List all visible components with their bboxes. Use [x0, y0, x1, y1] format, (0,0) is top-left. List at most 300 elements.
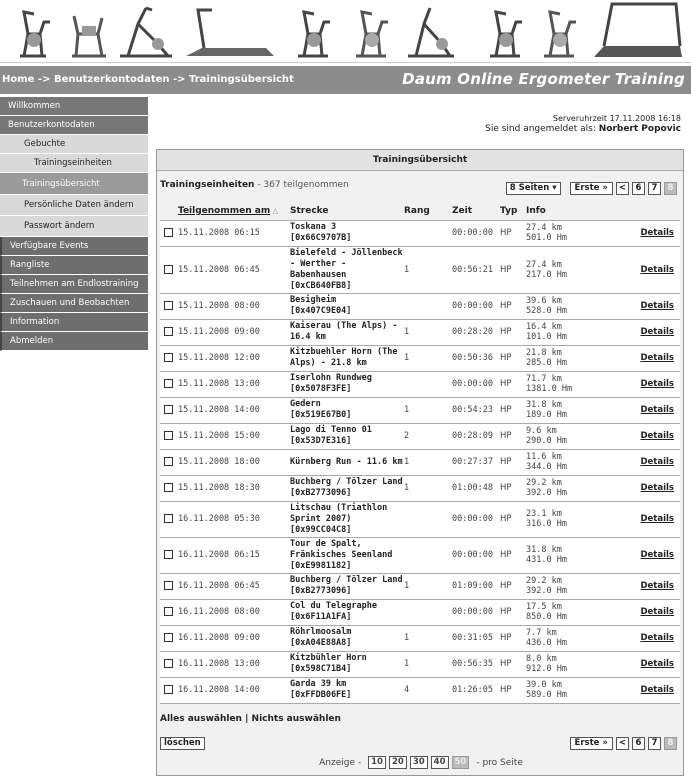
breadcrumb-home[interactable]: Home	[2, 74, 35, 85]
sort-asc-icon: △	[270, 206, 279, 215]
details-link[interactable]: Details	[622, 293, 680, 319]
page-button-6[interactable]: 6	[632, 182, 645, 195]
row-time: 01:00:48	[452, 475, 500, 501]
row-distance: 17.5 km	[526, 602, 562, 612]
row-time: 00:27:37	[452, 449, 500, 475]
row-info	[526, 345, 622, 371]
sidebar-item-persoenliche-daten[interactable]: Persönliche Daten ändern	[0, 195, 148, 216]
row-type: HP	[500, 371, 526, 397]
row-info	[526, 651, 622, 677]
row-route	[290, 246, 404, 293]
row-info	[526, 371, 622, 397]
row-elevation: 217.0 Hm	[526, 269, 567, 280]
row-date: 16.11.2008 13:00	[178, 651, 290, 677]
summary-count: - 367 teilgenommen	[254, 180, 349, 190]
row-date: 15.11.2008 15:00	[178, 423, 290, 449]
row-time: 00:00:00	[452, 371, 500, 397]
row-time: 00:50:36	[452, 345, 500, 371]
row-route	[290, 625, 404, 651]
treadmill-image	[590, 0, 686, 60]
per-page-40[interactable]: 40	[431, 756, 449, 769]
training-table	[160, 202, 680, 704]
row-select-cell	[160, 319, 178, 345]
row-date: 15.11.2008 06:15	[178, 220, 290, 246]
row-rank: 1	[404, 625, 452, 651]
row-select-cell	[160, 397, 178, 423]
details-link[interactable]: Details	[622, 397, 680, 423]
row-select-cell	[160, 677, 178, 703]
route-code: [0x6F11A1FA]	[290, 612, 352, 622]
panel-title: Trainingsübersicht	[157, 150, 683, 171]
row-elevation: 589.0 Hm	[526, 690, 567, 700]
row-type: HP	[500, 293, 526, 319]
row-type: HP	[500, 246, 526, 293]
route-code: [0xA04E88A8]	[290, 638, 352, 648]
row-route	[290, 449, 404, 475]
table-row	[160, 423, 680, 449]
row-select-cell	[160, 475, 178, 501]
breadcrumb-current[interactable]: Trainingsübersicht	[189, 74, 294, 85]
summary	[160, 180, 349, 190]
route-code: [0xFFDB06FE]	[290, 690, 352, 700]
row-route	[290, 371, 404, 397]
row-time: 00:00:00	[452, 293, 500, 319]
per-page-10[interactable]: 10	[368, 756, 386, 769]
row-rank: 1	[404, 345, 452, 371]
row-distance: 29.2 km	[526, 478, 562, 488]
page-button-6[interactable]: 6	[632, 737, 645, 750]
row-distance: 29.2 km	[526, 576, 562, 586]
row-distance: 11.6 km	[526, 452, 562, 462]
row-info	[526, 677, 622, 703]
row-time: 00:00:00	[452, 599, 500, 625]
pager-bottom	[570, 737, 677, 750]
sidebar-item-endlostraining[interactable]: Teilnehmen am Endlostraining	[0, 275, 148, 294]
route-name: Kitzbuehler Horn (The Alps) - 21.8 km	[290, 347, 398, 368]
sidebar-item-abmelden[interactable]: Abmelden	[0, 332, 148, 351]
row-select-cell	[160, 599, 178, 625]
row-type: HP	[500, 625, 526, 651]
row-type: HP	[500, 537, 526, 573]
per-page-tail: - pro Seite	[476, 757, 523, 768]
row-route	[290, 501, 404, 537]
row-distance: 8.0 km	[526, 654, 557, 664]
row-elevation: 285.0 Hm	[526, 358, 567, 368]
server-time: Serveruhrzeit 17.11.2008 16:18	[552, 114, 681, 123]
per-page-label: Anzeige -	[319, 757, 362, 768]
sidebar-item-passwort[interactable]: Passwort ändern	[0, 216, 148, 237]
details-link[interactable]: Details	[622, 475, 680, 501]
table-row	[160, 651, 680, 677]
row-elevation: 850.0 Hm	[526, 612, 567, 622]
row-elevation: 501.0 Hm	[526, 233, 567, 243]
row-checkbox[interactable]	[164, 514, 173, 523]
table-row	[160, 625, 680, 651]
row-checkbox[interactable]	[164, 659, 173, 668]
row-distance: 21.8 km	[526, 348, 562, 358]
sidebar	[0, 97, 148, 351]
row-elevation: 392.0 Hm	[526, 586, 567, 596]
row-checkbox[interactable]	[164, 607, 173, 616]
table-row	[160, 397, 680, 423]
row-route	[290, 599, 404, 625]
row-checkbox[interactable]	[164, 327, 173, 336]
ergometer-bike-image	[292, 4, 334, 59]
summary-label: Trainingseinheiten	[160, 180, 255, 190]
route-code: [0x5078F3FE]	[290, 384, 352, 394]
route-name: Buchberg / Tölzer Land	[290, 477, 403, 487]
row-info	[526, 293, 622, 319]
row-distance: 27.4 km	[526, 223, 562, 233]
pager-top	[506, 182, 677, 195]
row-date: 15.11.2008 08:00	[178, 293, 290, 319]
row-date: 15.11.2008 14:00	[178, 397, 290, 423]
header-type[interactable]: Typ	[500, 202, 526, 220]
table-row	[160, 220, 680, 246]
row-select-cell	[160, 501, 178, 537]
row-select-cell	[160, 220, 178, 246]
row-rank: 4	[404, 677, 452, 703]
row-elevation: 431.0 Hm	[526, 555, 567, 565]
row-date: 16.11.2008 06:45	[178, 573, 290, 599]
header-date[interactable]: Teilgenommen am △	[178, 202, 290, 220]
row-route	[290, 319, 404, 345]
details-link[interactable]: Details	[622, 625, 680, 651]
row-distance: 31.8 km	[526, 400, 562, 410]
row-time: 01:26:05	[452, 677, 500, 703]
page-button-7[interactable]: 7	[648, 737, 661, 750]
route-code: [0xB2773096]	[290, 586, 352, 596]
row-checkbox[interactable]	[164, 685, 173, 694]
row-info	[526, 220, 622, 246]
sidebar-item-benutzerkontodaten[interactable]: Benutzerkontodaten	[0, 116, 148, 135]
row-distance: 23.1 km	[526, 509, 562, 519]
row-type: HP	[500, 573, 526, 599]
table-row	[160, 371, 680, 397]
row-type: HP	[500, 599, 526, 625]
row-route	[290, 220, 404, 246]
row-distance: 31.8 km	[526, 545, 562, 555]
row-elevation: 912.0 Hm	[526, 664, 567, 674]
row-select-cell	[160, 345, 178, 371]
row-date: 15.11.2008 18:00	[178, 449, 290, 475]
row-select-cell	[160, 371, 178, 397]
row-elevation: 436.0 Hm	[526, 638, 567, 648]
per-page-50-current: 50	[452, 756, 470, 769]
route-code: [0xB2773096]	[290, 488, 352, 498]
details-link[interactable]: Details	[622, 345, 680, 371]
table-row	[160, 677, 680, 703]
route-code: [0x53D7E316]	[290, 436, 352, 446]
header-time[interactable]: Zeit	[452, 202, 500, 220]
row-select-cell	[160, 537, 178, 573]
crosstrainer-image	[406, 4, 456, 59]
row-checkbox[interactable]	[164, 353, 173, 362]
prev-page-button[interactable]: <	[616, 737, 629, 750]
row-rank	[404, 501, 452, 537]
row-time: 00:56:35	[452, 651, 500, 677]
route-name: Col du Telegraphe	[290, 601, 377, 611]
route-name: Tour de Spalt, Fränkisches Seenland	[290, 538, 393, 560]
row-route	[290, 345, 404, 371]
row-elevation: 101.0 Hm	[526, 332, 567, 342]
row-time: 00:56:21	[452, 246, 500, 293]
row-route	[290, 475, 404, 501]
details-link[interactable]: Details	[622, 599, 680, 625]
row-info	[526, 475, 622, 501]
first-page-button[interactable]: Erste »	[570, 182, 613, 195]
training-overview-panel	[156, 149, 684, 776]
sidebar-item-zuschauen[interactable]: Zuschauen und Beobachten	[0, 294, 148, 313]
table-row	[160, 573, 680, 599]
row-time: 00:31:05	[452, 625, 500, 651]
sidebar-item-information[interactable]: Information	[0, 313, 148, 332]
row-select-cell	[160, 449, 178, 475]
pages-select[interactable]: 8 Seiten ▾	[506, 182, 561, 195]
first-page-button[interactable]: Erste »	[570, 737, 613, 750]
app-title: Daum Online Ergometer Training	[402, 70, 685, 88]
table-row	[160, 599, 680, 625]
row-distance: 39.0 km	[526, 680, 562, 690]
row-type: HP	[500, 651, 526, 677]
row-checkbox[interactable]	[164, 301, 173, 310]
delete-button[interactable]: löschen	[160, 737, 205, 750]
row-date: 15.11.2008 18:30	[178, 475, 290, 501]
per-page-selector	[157, 756, 685, 769]
table-row	[160, 475, 680, 501]
details-link[interactable]: Details	[622, 537, 680, 573]
route-code: [0x99CC04C8]	[290, 524, 352, 535]
row-time: 00:00:00	[452, 501, 500, 537]
sidebar-item-gebuchte[interactable]: Gebuchte	[0, 135, 148, 154]
row-rank	[404, 220, 452, 246]
route-name: Kaiserau (The Alps) - 16.4 km	[290, 321, 398, 342]
route-name: Besigheim	[290, 295, 337, 305]
row-type: HP	[500, 423, 526, 449]
row-select-cell	[160, 246, 178, 293]
row-select-cell	[160, 573, 178, 599]
table-header-row	[160, 202, 680, 220]
route-name: Buchberg / Tölzer Land	[290, 575, 403, 585]
details-link[interactable]: Details	[622, 371, 680, 397]
row-checkbox[interactable]	[164, 633, 173, 642]
row-elevation: 1381.0 Hm	[526, 384, 573, 394]
sidebar-item-rangliste[interactable]: Rangliste	[0, 256, 148, 275]
header-banner	[0, 0, 691, 63]
table-row	[160, 319, 680, 345]
sidebar-item-trainingseinheiten[interactable]: Trainingseinheiten	[0, 154, 148, 173]
row-route	[290, 397, 404, 423]
header-route[interactable]: Strecke	[290, 202, 404, 220]
route-name: Litschau (Triathlon Sprint 2007)	[290, 502, 388, 524]
details-link[interactable]: Details	[622, 573, 680, 599]
details-link[interactable]: Details	[622, 220, 680, 246]
row-route	[290, 573, 404, 599]
ergometer-bike-image	[484, 4, 526, 59]
row-checkbox[interactable]	[164, 457, 173, 466]
row-info	[526, 537, 622, 573]
row-checkbox[interactable]	[164, 405, 173, 414]
breadcrumb	[2, 74, 294, 85]
row-rank	[404, 293, 452, 319]
route-code: [0x407C9E04]	[290, 306, 352, 316]
row-info	[526, 449, 622, 475]
details-link[interactable]: Details	[622, 449, 680, 475]
select-separator: |	[241, 714, 252, 724]
breadcrumb-separator: ->	[34, 74, 54, 85]
row-select-cell	[160, 423, 178, 449]
breadcrumb-account[interactable]: Benutzerkontodaten	[53, 74, 170, 85]
route-name: Kitzbühler Horn	[290, 653, 367, 663]
row-info	[526, 319, 622, 345]
row-rank: 1	[404, 449, 452, 475]
row-route	[290, 677, 404, 703]
details-link[interactable]: Details	[622, 319, 680, 345]
row-type: HP	[500, 319, 526, 345]
row-checkbox[interactable]	[164, 483, 173, 492]
row-rank: 1	[404, 651, 452, 677]
row-date: 15.11.2008 06:45	[178, 246, 290, 293]
ergometer-bike-image	[12, 4, 54, 59]
row-info	[526, 246, 622, 293]
row-route	[290, 537, 404, 573]
route-name: Lago di Tenno 01	[290, 425, 372, 435]
row-time: 00:00:00	[452, 220, 500, 246]
row-route	[290, 651, 404, 677]
table-body	[160, 220, 680, 703]
row-checkbox[interactable]	[164, 431, 173, 440]
row-date: 16.11.2008 09:00	[178, 625, 290, 651]
table-row	[160, 537, 680, 573]
row-distance: 71.7 km	[526, 374, 562, 384]
row-info	[526, 423, 622, 449]
sidebar-item-trainingsuebersicht[interactable]: Trainingsübersicht	[0, 173, 148, 195]
row-checkbox[interactable]	[164, 581, 173, 590]
route-name: Kürnberg Run - 11.6 km	[290, 456, 403, 467]
row-distance: 16.4 km	[526, 322, 562, 332]
row-checkbox[interactable]	[164, 550, 173, 559]
table-row	[160, 345, 680, 371]
row-time: 00:28:20	[452, 319, 500, 345]
table-row	[160, 293, 680, 319]
row-info	[526, 625, 622, 651]
row-type: HP	[500, 475, 526, 501]
route-code: [0xE9981182]	[290, 560, 352, 571]
details-link[interactable]: Details	[622, 423, 680, 449]
recumbent-bike-image	[68, 4, 110, 59]
row-info	[526, 397, 622, 423]
details-link[interactable]: Details	[622, 651, 680, 677]
row-rank: 1	[404, 397, 452, 423]
row-rank	[404, 537, 452, 573]
row-info	[526, 501, 622, 537]
row-checkbox[interactable]	[164, 228, 173, 237]
row-distance: 27.4 km	[526, 259, 562, 270]
header-bar	[0, 66, 691, 94]
page-button-7[interactable]: 7	[648, 182, 661, 195]
row-elevation: 290.0 Hm	[526, 436, 567, 446]
select-all-link[interactable]: Alles auswählen	[160, 714, 242, 724]
treadmill-image	[182, 4, 278, 59]
ergometer-bike-image	[538, 4, 580, 59]
row-select-cell	[160, 625, 178, 651]
route-code: [0x66C9707B]	[290, 233, 352, 243]
select-none-link[interactable]: Nichts auswählen	[251, 714, 341, 724]
row-type: HP	[500, 501, 526, 537]
row-type: HP	[500, 397, 526, 423]
breadcrumb-separator: ->	[169, 74, 190, 85]
header-select	[160, 202, 178, 220]
selection-links	[160, 714, 341, 724]
row-rank: 1	[404, 246, 452, 293]
row-date: 15.11.2008 13:00	[178, 371, 290, 397]
row-select-cell	[160, 293, 178, 319]
username: Norbert Popovic	[598, 124, 681, 134]
details-link[interactable]: Details	[622, 501, 680, 537]
row-elevation: 344.0 Hm	[526, 462, 567, 472]
login-status	[485, 124, 681, 134]
row-checkbox[interactable]	[164, 379, 173, 388]
row-rank: 2	[404, 423, 452, 449]
row-info	[526, 599, 622, 625]
row-time: 00:54:23	[452, 397, 500, 423]
details-link[interactable]: Details	[622, 246, 680, 293]
details-link[interactable]: Details	[622, 677, 680, 703]
table-row	[160, 246, 680, 293]
row-type: HP	[500, 449, 526, 475]
row-route	[290, 423, 404, 449]
row-type: HP	[500, 677, 526, 703]
row-date: 15.11.2008 09:00	[178, 319, 290, 345]
route-code: [0xCB640FB8]	[290, 280, 352, 291]
header-details	[622, 202, 680, 220]
row-route	[290, 293, 404, 319]
sidebar-item-willkommen[interactable]: Willkommen	[0, 97, 148, 116]
prev-page-button[interactable]: <	[616, 182, 629, 195]
row-elevation: 189.0 Hm	[526, 410, 567, 420]
login-prefix: Sie sind angemeldet als:	[485, 124, 596, 134]
page-button-8-current: 8	[664, 182, 677, 195]
row-rank: 1	[404, 475, 452, 501]
row-date: 16.11.2008 06:15	[178, 537, 290, 573]
route-name: Garda 39 km	[290, 679, 347, 689]
header-rank[interactable]: Rang	[404, 202, 452, 220]
sidebar-item-events[interactable]: Verfügbare Events	[0, 237, 148, 256]
row-date: 15.11.2008 12:00	[178, 345, 290, 371]
route-code: [0x598C71B4]	[290, 664, 352, 674]
row-info	[526, 573, 622, 599]
row-type: HP	[500, 345, 526, 371]
row-rank: 1	[404, 319, 452, 345]
row-distance: 9.6 km	[526, 426, 557, 436]
row-checkbox[interactable]	[164, 265, 173, 274]
table-row	[160, 449, 680, 475]
row-time: 00:00:00	[452, 537, 500, 573]
row-elevation: 316.0 Hm	[526, 519, 567, 529]
row-elevation: 392.0 Hm	[526, 488, 567, 498]
route-name: Bielefeld - Jöllenbeck - Werther - Babenhausen	[290, 247, 403, 280]
crosstrainer-image	[118, 4, 174, 59]
route-name: Röhrlmoosalm	[290, 627, 352, 637]
per-page-30[interactable]: 30	[410, 756, 428, 769]
ergometer-bike-image	[350, 4, 392, 59]
row-rank: 1	[404, 573, 452, 599]
route-name: Toskana 3	[290, 222, 337, 232]
table-row	[160, 501, 680, 537]
row-type: HP	[500, 220, 526, 246]
route-name: Iserlohn Rundweg	[290, 373, 372, 383]
per-page-20[interactable]: 20	[389, 756, 407, 769]
